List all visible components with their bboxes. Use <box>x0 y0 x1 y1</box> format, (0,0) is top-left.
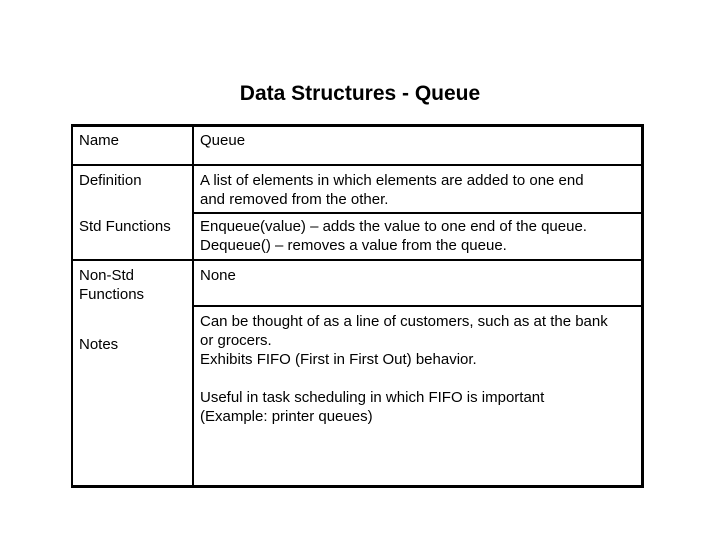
row-label-notes: Notes <box>79 336 119 353</box>
row-divider <box>192 212 641 214</box>
row-value-non-std-functions: None <box>200 267 236 284</box>
column-divider-lower <box>192 306 194 486</box>
row-label-std-functions: Std Functions <box>79 218 171 235</box>
row-label-non-std-functions: Non-Std Functions <box>79 267 145 303</box>
row-divider <box>73 259 641 261</box>
row-label-name: Name <box>79 132 120 149</box>
row-divider <box>73 164 641 166</box>
row-divider <box>192 305 641 307</box>
row-value-std-functions: Enqueue(value) – adds the value to one end of the queue. Dequeue() – removes a value from the queue. <box>200 218 587 254</box>
row-value-definition: A list of elements in which elements are added to one end and removed from the other. <box>200 172 584 208</box>
page-title: Data Structures - Queue <box>239 82 481 105</box>
row-value-name: Queue <box>200 132 246 149</box>
row-value-notes: Can be thought of as a line of customers, such as at the bank or grocers. Exhibits FIFO (First in First Out) behavior. Useful in task scheduling in which FIFO is important (Example: printer queues) <box>200 313 608 425</box>
row-label-definition: Definition <box>79 172 142 189</box>
